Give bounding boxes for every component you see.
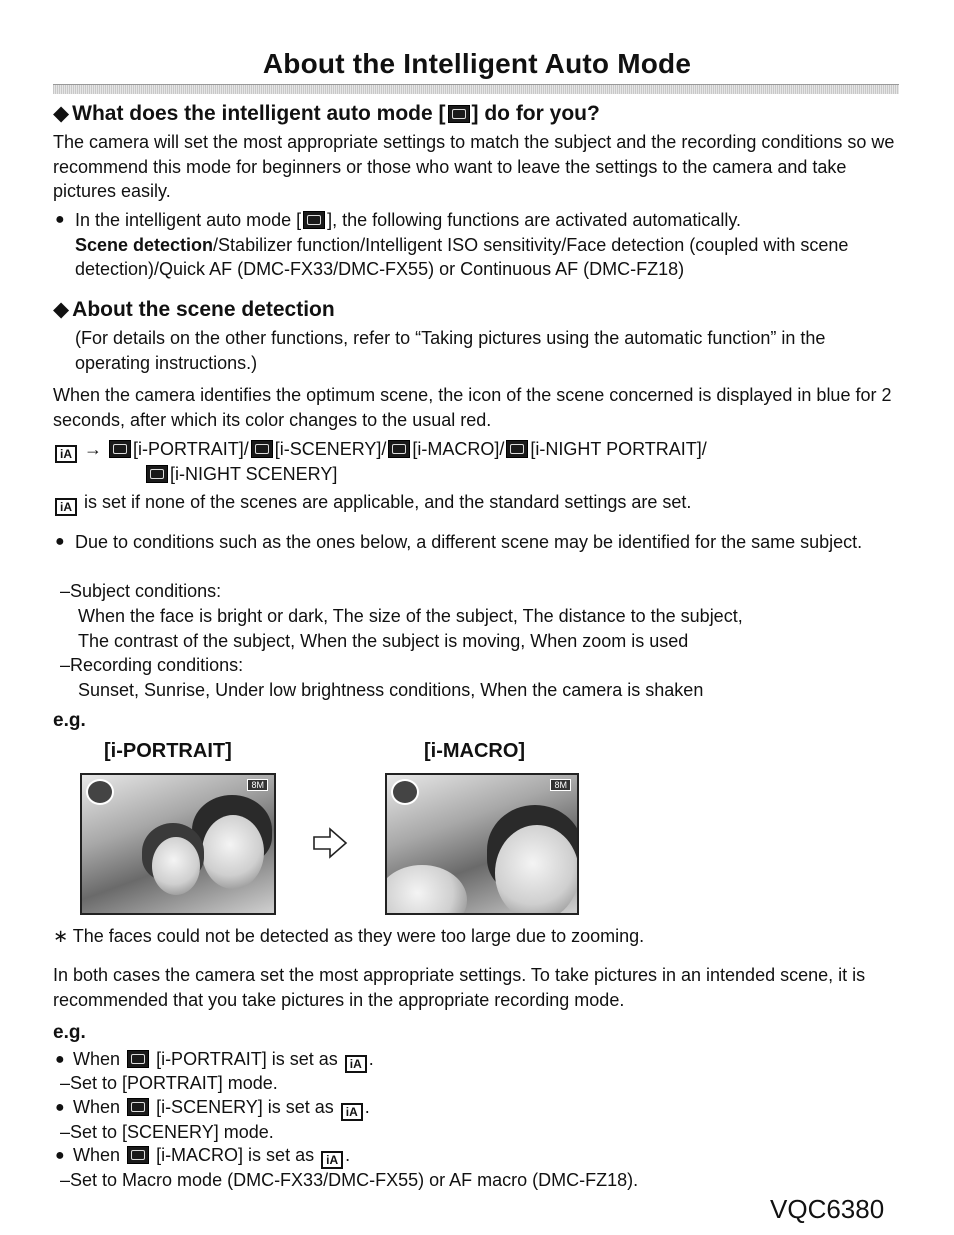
details-note: (For details on the other functions, refer to “Taking pictures using the automatic function” in the operating instructions.) bbox=[75, 328, 826, 373]
ia-icon bbox=[55, 498, 77, 516]
example-result-scenery: –Set to [SCENERY] mode. bbox=[60, 1122, 274, 1142]
subject-conditions-line-2: The contrast of the subject, When the subject is moving, When zoom is used bbox=[78, 631, 689, 651]
recording-conditions-label: –Recording conditions: bbox=[60, 655, 244, 675]
photo-face bbox=[202, 815, 264, 889]
intro-paragraph: The camera will set the most appropriate settings to match the subject and the recording conditions so we recommend this mode for beginners or those who want to leave the settings to the camera and take pictures easily. bbox=[53, 132, 895, 201]
scene-detection-paragraph: When the camera identifies the optimum scene, the icon of the scene concerned is displayed in blue for 2 seconds, after which its color changes to the usual red. bbox=[53, 385, 892, 430]
functions-bullet: In the intelligent auto mode [ ], the following functions are activated automatically. Scene detection/Stabilizer function/Intelligent ISO sensitivity/Face detection (coupled with scene detection)/Quick AF (DMC-FX33/DMC-FX55) or Continuous AF (DMC-FZ18) bbox=[75, 210, 849, 279]
ia-icon bbox=[321, 1151, 343, 1169]
bullet-dot: ● bbox=[55, 211, 65, 228]
example-item-scenery: When [i-SCENERY] is set as iA . bbox=[73, 1095, 923, 1121]
resolution-badge: 8M bbox=[247, 779, 268, 791]
both-cases-paragraph: In both cases the camera set the most appropriate settings. To take pictures in an intended scene, it is recommended that you take pictures in the appropriate recording mode. bbox=[53, 965, 866, 1010]
i-night-scenery-icon bbox=[146, 465, 168, 483]
i-scenery-icon bbox=[251, 440, 273, 458]
example-item-portrait: When [i-PORTRAIT] is set as iA . bbox=[73, 1047, 923, 1073]
caption-i-portrait: [i-PORTRAIT] bbox=[104, 740, 232, 762]
bullet-dot: ● bbox=[55, 1099, 65, 1116]
section-heading-intelligent-auto: ◆ What does the intelligent auto mode [ ] do for you? bbox=[53, 102, 600, 125]
bullet-dot: ● bbox=[55, 1147, 65, 1164]
example-label: e.g. bbox=[53, 710, 86, 731]
i-scenery-icon bbox=[127, 1098, 149, 1116]
page-title: About the Intelligent Auto Mode bbox=[262, 48, 692, 79]
zoom-footnote: ∗ The faces could not be detected as they were too large due to zooming. bbox=[53, 926, 645, 946]
subject-conditions-label: –Subject conditions: bbox=[60, 581, 222, 601]
photo-face bbox=[152, 837, 200, 895]
intelligent-auto-icon bbox=[448, 105, 470, 123]
i-night-portrait-icon bbox=[506, 440, 528, 458]
caption-i-macro: [i-MACRO] bbox=[424, 740, 526, 762]
example-result-portrait: –Set to [PORTRAIT] mode. bbox=[60, 1073, 278, 1093]
diamond-icon: ◆ bbox=[53, 102, 70, 125]
i-portrait-icon bbox=[127, 1050, 149, 1068]
scene-icons-line-2: [i-NIGHT SCENERY] bbox=[144, 462, 844, 487]
recording-conditions-line: Sunset, Sunrise, Under low brightness conditions, When the camera is shaken bbox=[78, 680, 704, 700]
i-macro-icon bbox=[388, 440, 410, 458]
model-number: VQC6380 bbox=[770, 1194, 885, 1224]
scene-icon-overlay bbox=[86, 779, 114, 805]
example-item-macro: When [i-MACRO] is set as iA . bbox=[73, 1143, 923, 1169]
i-portrait-icon bbox=[109, 440, 131, 458]
photo-face bbox=[495, 825, 579, 915]
bullet-dot: ● bbox=[55, 533, 65, 550]
standard-settings-line: iA is set if none of the scenes are applicable, and the standard settings are set. bbox=[53, 490, 903, 516]
ia-icon bbox=[341, 1103, 363, 1121]
bullet-dot: ● bbox=[55, 1051, 65, 1068]
scene-icons-line: iA → [i-PORTRAIT]/ [i-SCENERY]/ [i-MACRO]/ [i-NIGHT PORTRAIT]/ bbox=[53, 437, 903, 463]
section-heading-scene-detection: ◆ About the scene detection bbox=[53, 298, 335, 321]
ia-icon bbox=[55, 445, 77, 463]
intelligent-auto-icon bbox=[303, 211, 325, 229]
example-result-macro: –Set to Macro mode (DMC-FX33/DMC-FX55) or AF macro (DMC-FZ18). bbox=[60, 1170, 639, 1190]
i-macro-icon bbox=[127, 1146, 149, 1164]
title-rule bbox=[53, 84, 899, 94]
outline-arrow-icon bbox=[312, 827, 348, 864]
conditions-bullet: Due to conditions such as the ones below, a different scene may be identified for the same subject. bbox=[75, 532, 863, 552]
resolution-badge: 8M bbox=[550, 779, 571, 791]
photo-face bbox=[385, 865, 467, 915]
diamond-icon: ◆ bbox=[53, 298, 70, 321]
scene-icon-overlay bbox=[391, 779, 419, 805]
photo-i-portrait bbox=[80, 773, 276, 915]
photo-i-macro bbox=[385, 773, 579, 915]
example-label: e.g. bbox=[53, 1022, 86, 1043]
subject-conditions-line-1: When the face is bright or dark, The size of the subject, The distance to the subject, bbox=[78, 606, 743, 626]
